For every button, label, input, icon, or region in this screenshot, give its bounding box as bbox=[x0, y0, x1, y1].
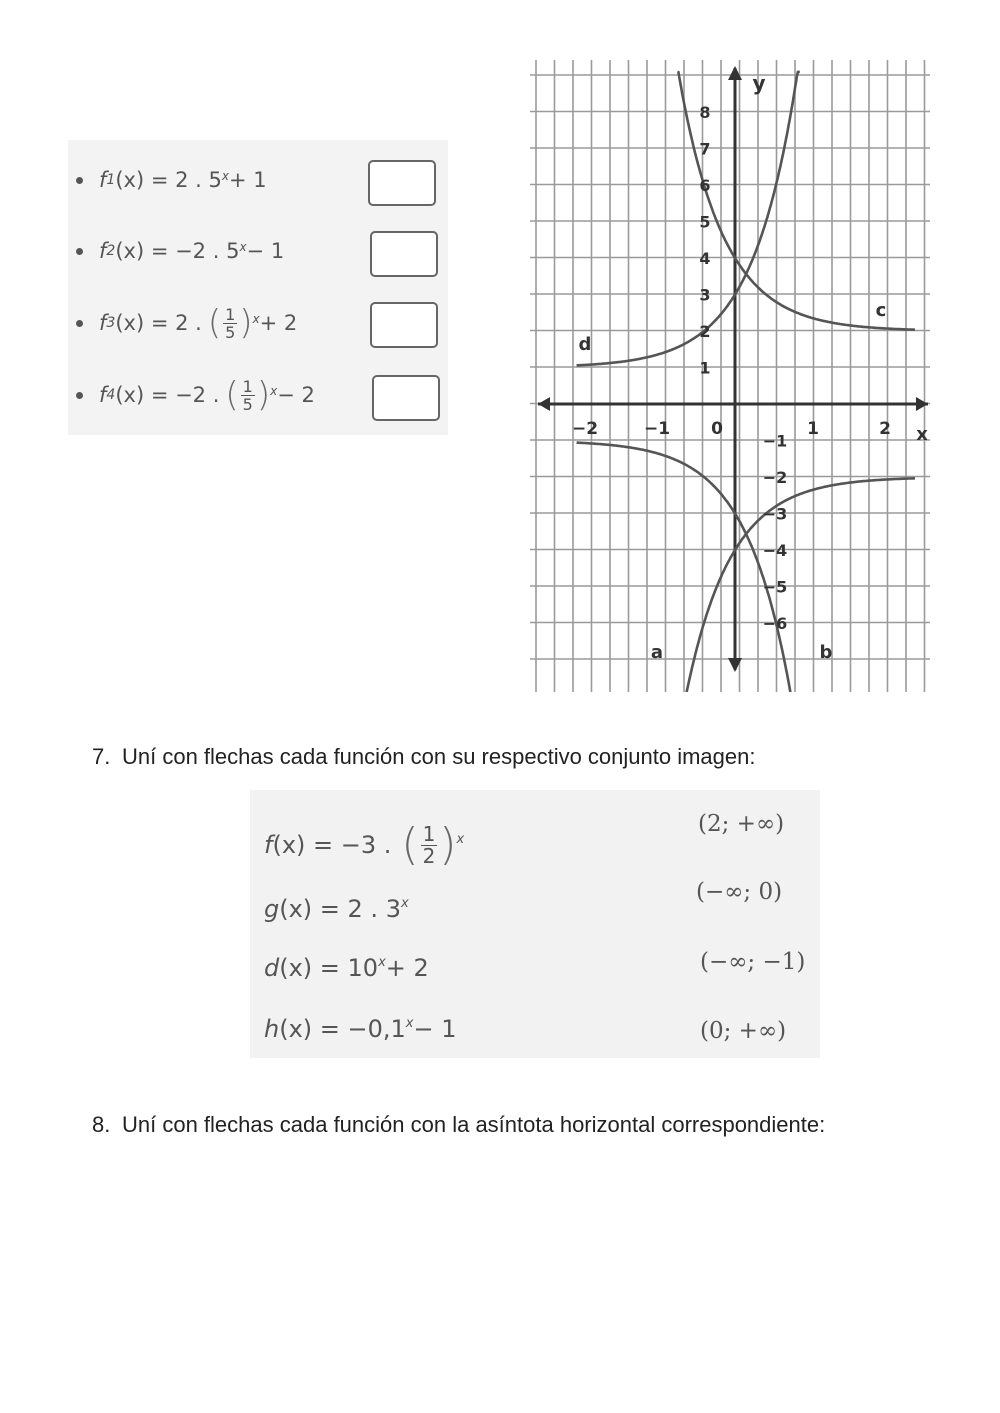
curve-f3 bbox=[677, 72, 915, 330]
curve-f4 bbox=[681, 478, 915, 692]
x-tick-label: 2 bbox=[879, 419, 891, 439]
x-tick-label: 1 bbox=[807, 419, 819, 439]
range-option[interactable]: (−∞; 0) bbox=[696, 879, 783, 905]
function-item bbox=[76, 226, 284, 276]
function-list bbox=[68, 140, 448, 435]
answer-box-f2[interactable] bbox=[370, 231, 438, 277]
y-tick-label: −2 bbox=[762, 468, 788, 487]
match-function-g[interactable]: g (x) = 2 . 3 $^x$ bbox=[264, 895, 409, 923]
question-text: Uní con flechas cada función con la asíntota horizontal correspondiente: bbox=[122, 1112, 826, 1137]
range-option[interactable]: (0; +∞) bbox=[700, 1018, 787, 1044]
fraction: $\frac{1}{5}$ bbox=[225, 304, 236, 342]
x-axis-label: x bbox=[916, 424, 928, 445]
range-option[interactable]: (2; +∞) bbox=[698, 811, 785, 837]
y-tick-label: −3 bbox=[762, 504, 788, 524]
x-axis-left-arrow-icon bbox=[538, 397, 550, 411]
y-tick-label: 8 bbox=[699, 103, 711, 122]
curves bbox=[577, 72, 915, 692]
bullet-icon bbox=[76, 177, 83, 184]
bullet-icon bbox=[76, 248, 83, 255]
y-tick-label: 3 bbox=[699, 285, 711, 305]
fraction: $\frac{1}{2}$ bbox=[422, 821, 436, 868]
match-function-d[interactable]: d (x) = 10 $^x$ + 2 bbox=[264, 954, 429, 982]
function-graph bbox=[530, 60, 930, 692]
question-number: 8. bbox=[92, 1112, 111, 1137]
y-tick-label: −5 bbox=[762, 577, 788, 597]
y-tick-label: 7 bbox=[699, 139, 711, 159]
question-number: 7. bbox=[92, 744, 111, 769]
question-text: Uní con flechas cada función con su respectivo conjunto imagen: bbox=[122, 744, 756, 769]
x-axis-arrow-icon bbox=[916, 397, 928, 411]
answer-box-f1[interactable] bbox=[368, 160, 436, 206]
match-function-f[interactable]: f (x) = −3 . ( $\frac{1}{2}$ ) $^x$ bbox=[264, 819, 465, 870]
function-item bbox=[76, 298, 297, 348]
y-tick-label: 1 bbox=[699, 358, 711, 378]
x-tick-label: 0 bbox=[711, 419, 723, 439]
function-formula: f 3 (x) = 2 . ( $\frac{1}{5}$ ) $^x$ + 2 bbox=[99, 303, 298, 343]
grid bbox=[530, 60, 930, 692]
curve-label-c: c bbox=[875, 300, 887, 321]
function-formula: f 4 (x) = −2 . ( $\frac{1}{5}$ ) $^x$ − 2 bbox=[99, 375, 315, 415]
match-function-h[interactable]: h (x) = −0,1 $^x$ − 1 bbox=[264, 1015, 457, 1043]
function-item bbox=[76, 370, 315, 420]
range-option[interactable]: (−∞; −1) bbox=[700, 949, 806, 975]
answer-box-f3[interactable] bbox=[370, 302, 438, 348]
question-7 bbox=[92, 744, 756, 770]
function-formula: f 1 (x) = 2 . 5 $^x$ + 1 bbox=[99, 168, 267, 192]
x-tick-label: −1 bbox=[643, 419, 671, 439]
y-tick-label: −1 bbox=[762, 431, 788, 451]
answer-box-f4[interactable] bbox=[372, 375, 440, 421]
matching-panel bbox=[250, 790, 820, 1058]
function-item bbox=[76, 155, 267, 205]
curve-label-b: b bbox=[819, 642, 833, 663]
y-axis-label: y bbox=[752, 71, 766, 95]
curve-label-a: a bbox=[650, 642, 664, 663]
y-tick-label: −4 bbox=[762, 541, 788, 560]
question-8 bbox=[92, 1112, 825, 1138]
y-tick-label: −6 bbox=[762, 614, 788, 633]
y-tick-label: 2 bbox=[699, 322, 711, 341]
y-tick-label: 4 bbox=[699, 249, 711, 268]
y-tick-label: 5 bbox=[699, 212, 711, 232]
function-formula: f 2 (x) = −2 . 5 $^x$ − 1 bbox=[99, 239, 285, 263]
curve-label-d: d bbox=[578, 334, 592, 355]
bullet-icon bbox=[76, 392, 83, 399]
bullet-icon bbox=[76, 320, 83, 327]
y-tick-label: 6 bbox=[699, 176, 711, 195]
fraction: $\frac{1}{5}$ bbox=[242, 376, 253, 414]
x-tick-label: −2 bbox=[571, 419, 599, 439]
